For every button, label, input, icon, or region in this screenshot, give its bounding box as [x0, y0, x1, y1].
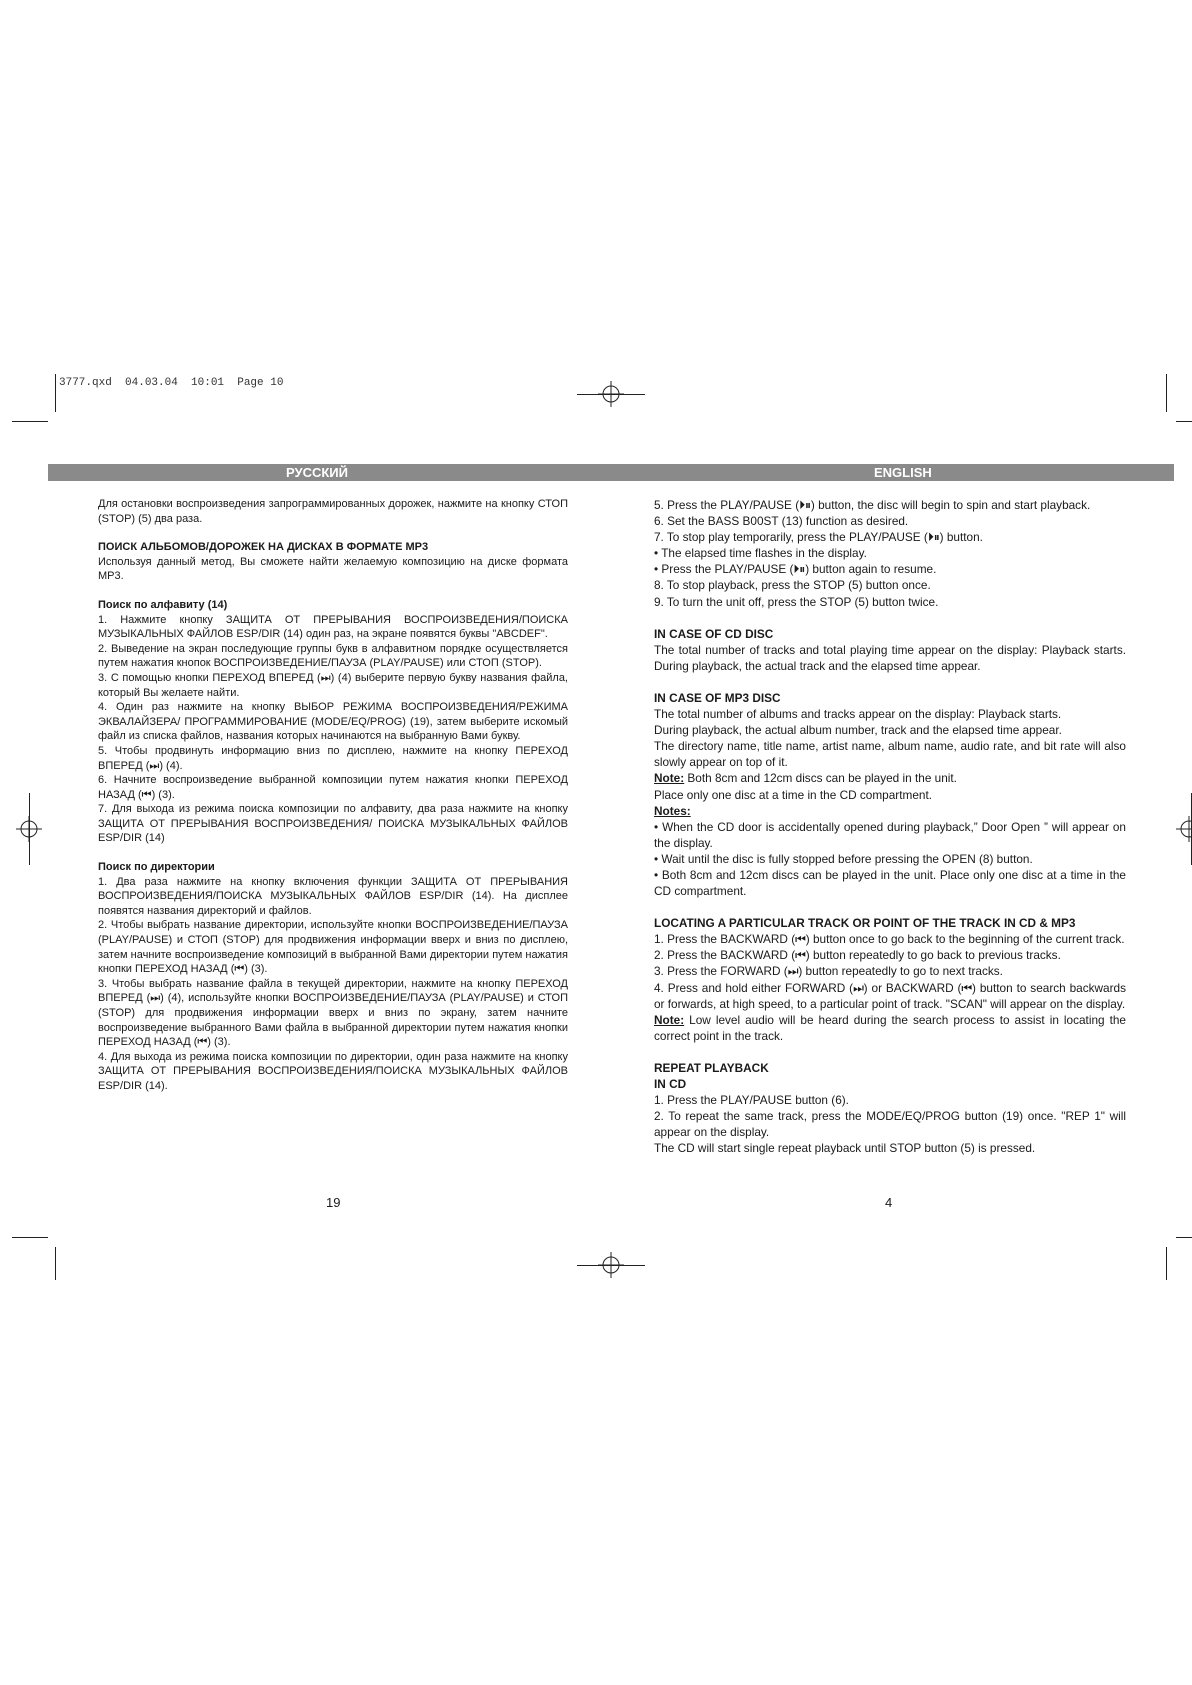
bullet-item: • Wait until the disc is fully stopped before pressing the OPEN (8) button. — [654, 851, 1033, 866]
note-label: Note: — [654, 1012, 685, 1027]
list-item: 6. Set the BASS B00ST (13) function as desired. — [654, 514, 909, 529]
section-header-bar — [48, 464, 1174, 481]
crop-mark-top-right-h — [1176, 421, 1192, 422]
crop-mark-bottom-right-v — [1166, 1247, 1167, 1280]
note-label: Note: — [654, 771, 685, 786]
list-item: 7. Для выхода из режима поиска композиции по алфавиту, два раза нажмите на кнопку ЗАЩИТА ОТ ПРЕРЫВАНИЯ ВОСПРОИЗВЕДЕНИЯ/ ПОИСКА МУЗЫКАЛЬНЫХ ФАЙЛОВ ESP/DIR (14) — [98, 803, 568, 845]
section-heading: ПОИСК АЛЬБОМОВ/ДОРОЖЕК НА ДИСКАХ В ФОРМАТЕ MP3 — [98, 541, 429, 554]
list-item: 3. Press the FORWARD (⏭) button repeatedly to go to next tracks. — [654, 964, 1003, 979]
list-item: 1. Press the PLAY/PAUSE button (6). — [654, 1093, 849, 1108]
paragraph: The total number of albums and tracks appear on the display: Playback starts. — [654, 707, 1062, 722]
english-column — [654, 497, 1126, 1156]
paragraph: The directory name, title name, artist name, album name, audio rate, and bit rate will also slowly appear on top of it. — [654, 739, 1126, 770]
crop-mark-bottom-right-h — [1176, 1237, 1192, 1238]
list-item: 6. Начните воспроизведение выбранной композиции путем нажатия кнопки ПЕРЕХОД НАЗАД (⏮) (3). — [98, 774, 568, 801]
paragraph: During playback, the actual album number, track and the elapsed time appear. — [654, 723, 1062, 738]
section-heading: IN CASE OF MP3 DISC — [654, 690, 781, 705]
bullet-item: • Both 8cm and 12cm discs can be played in the unit. Place only one disc at a time in the CD compartment. — [654, 867, 1126, 899]
note-paragraph — [654, 1012, 1126, 1044]
list-item: 5. Чтобы продвинуть информацию вниз по дисплею, нажмите на кнопку ПЕРЕХОД ВПЕРЕД (⏭) (4). — [98, 744, 568, 772]
list-item: 4. Для выхода из режима поиска композиции по директории, один раза нажмите на кнопку ЗАЩИТА ОТ ПРЕРЫВАНИЯ ВОСПРОИЗВЕДЕНИЯ/ПОИСКА МУЗЫКАЛЬНЫХ ФАЙЛОВ ESP/DIR (14). — [98, 1050, 568, 1092]
list-item: 2. Чтобы выбрать название директории, используйте кнопки ВОСПРОИЗВЕДЕНИЕ/ПАУЗА (PLAY/PAUSE) и СТОП (STOP) для продвижения информации вверх и вниз по дисплею, затем начните воспроизведение композиций в выбранной Вами директории путем нажатия кнопки ПЕРЕХОД НАЗАД (⏮) (3). — [98, 919, 568, 976]
list-item: 2. Press the BACKWARD (⏮) button repeatedly to go back to previous tracks. — [654, 948, 1061, 963]
list-item: 8. To stop playback, press the STOP (5) button once. — [654, 578, 931, 593]
list-item: 2. To repeat the same track, press the MODE/EQ/PROG button (19) once. "REP 1" will appear on the display. — [654, 1109, 1126, 1140]
bullet-item: • The elapsed time flashes in the display. — [654, 546, 867, 561]
list-item: 3. С помощью кнопки ПЕРЕХОД ВПЕРЕД (⏭) (4) выберите первую букву названия файла, который Вы желаете найти. — [98, 671, 568, 699]
registration-line-bottom-center — [577, 1265, 645, 1266]
russian-column — [98, 497, 568, 1094]
registration-mark-right — [1176, 816, 1192, 842]
note-text: Low level audio will be heard during the search process to assist in locating the correct point in the track. — [654, 1012, 1126, 1043]
section-heading: REPEAT PLAYBACK — [654, 1060, 769, 1075]
print-slug: 3777.qxd 04.03.04 10:01 Page 10 — [59, 377, 284, 389]
registration-mark-left — [16, 816, 42, 842]
list-item: 2. Выведение на экран последующие группы букв в алфавитном порядке осуществляется путем нажатия кнопок ВОСПРОИЗВЕДЕНИЕ/ПАУЗА (PLAY/PAUSE) или СТОП (STOP). — [98, 642, 568, 670]
section-heading: Поиск по алфавиту (14) — [98, 598, 228, 611]
crop-mark-top-left-h — [12, 421, 48, 422]
list-item: 3. Чтобы выбрать название файла в текущей директории, нажмите на кнопку ПЕРЕХОД ВПЕРЕД (⏭) (4), используйте кнопки ВОСПРОИЗВЕДЕНИЕ/ПАУЗА (PLAY/PAUSE) и СТОП (STOP) для продвижения информации вверх и вниз по экрану, затем начните воспроизведение выбранного Вами файла в выбранной директории путем нажатия кнопки ПЕРЕХОД НАЗАД (⏮) (3). — [98, 977, 568, 1049]
list-item: 7. To stop play temporarily, press the PLAY/PAUSE (⏵⏸) button. — [654, 530, 983, 545]
bullet-item: • Press the PLAY/PAUSE (⏵⏸) button again to resume. — [654, 562, 937, 577]
list-item: 4. Press and hold either FORWARD (⏭) or BACKWARD (⏮) button to search backwards or forwards, at high speed, to a particular point of track. "SCAN" will appear on the display. — [654, 980, 1126, 1011]
list-item: 1. Нажмите кнопку ЗАЩИТА ОТ ПРЕРЫВАНИЯ ВОСПРОИЗВЕДЕНИЯ/ПОИСКА МУЗЫКАЛЬНЫХ ФАЙЛОВ ESP/DIR (14) один раз, на экране появятся буквы "ABCDEF". — [98, 613, 568, 641]
note-paragraph — [654, 770, 1126, 786]
section-heading: IN CASE OF CD DISC — [654, 626, 774, 641]
list-item: 5. Press the PLAY/PAUSE (⏵⏸) button, the disc will begin to spin and start playback. — [654, 498, 1091, 512]
crop-mark-top-right-v — [1166, 374, 1167, 412]
registration-line-top-center — [577, 394, 645, 395]
section-heading: LOCATING A PARTICULAR TRACK OR POINT OF THE TRACK IN CD & MP3 — [654, 916, 1076, 931]
russian-section-title: РУССКИЙ — [286, 465, 348, 480]
list-item: 4. Один раз нажмите на кнопку ВЫБОР РЕЖИМА ВОСПРОИЗВЕДЕНИЯ/РЕЖИМА ЭКВАЛАЙЗЕРА/ ПРОГРАММИРОВАНИЕ (MODE/EQ/PROG) (19), затем выберите искомый файл из списка файлов, названия которых начинаются на выбранную Вами букву. — [98, 701, 568, 743]
crop-mark-bottom-left-h — [12, 1237, 48, 1238]
list-item: 9. To turn the unit off, press the STOP (5) button twice. — [654, 594, 939, 609]
paragraph: Place only one disc at a time in the CD compartment. — [654, 787, 933, 802]
paragraph: Используя данный метод, Вы сможете найти желаемую композицию на диске формата MP3. — [98, 555, 568, 583]
page-number-left: 19 — [326, 1195, 341, 1210]
crop-mark-top-left-v — [55, 374, 56, 412]
section-heading: Поиск по директории — [98, 861, 215, 874]
list-item: 1. Press the BACKWARD (⏮) button once to go back to the beginning of the current track. — [654, 932, 1125, 947]
english-section-title: ENGLISH — [874, 465, 932, 480]
paragraph: The CD will start single repeat playback until STOP button (5) is pressed. — [654, 1141, 1036, 1156]
bullet-item: • When the CD door is accidentally opened during playback,” Door Open ” will appear on the display. — [654, 819, 1126, 850]
sub-heading: IN CD — [654, 1077, 687, 1091]
paragraph: Для остановки воспроизведения запрограммированных дорожек, нажмите на кнопку СТОП (STOP) (5) два раза. — [98, 498, 568, 525]
crop-mark-bottom-left-v — [55, 1247, 56, 1280]
page-number-right: 4 — [885, 1195, 893, 1210]
paragraph: The total number of tracks and total playing time appear on the display: Playback starts. During playback, the actual track and the elapsed time appear. — [654, 642, 1126, 673]
note-text: Both 8cm and 12cm discs can be played in the unit. — [684, 771, 957, 786]
list-item: 1. Два раза нажмите на кнопку включения функции ЗАЩИТА ОТ ПРЕРЫВАНИЯ ВОСПРОИЗВЕДЕНИЯ/ПОИСКА МУЗЫКАЛЬНЫХ ФАЙЛОВ ESP/DIR (14). На дисплее появятся названия директорий и файлов. — [98, 875, 568, 917]
notes-label: Notes: — [654, 803, 691, 818]
